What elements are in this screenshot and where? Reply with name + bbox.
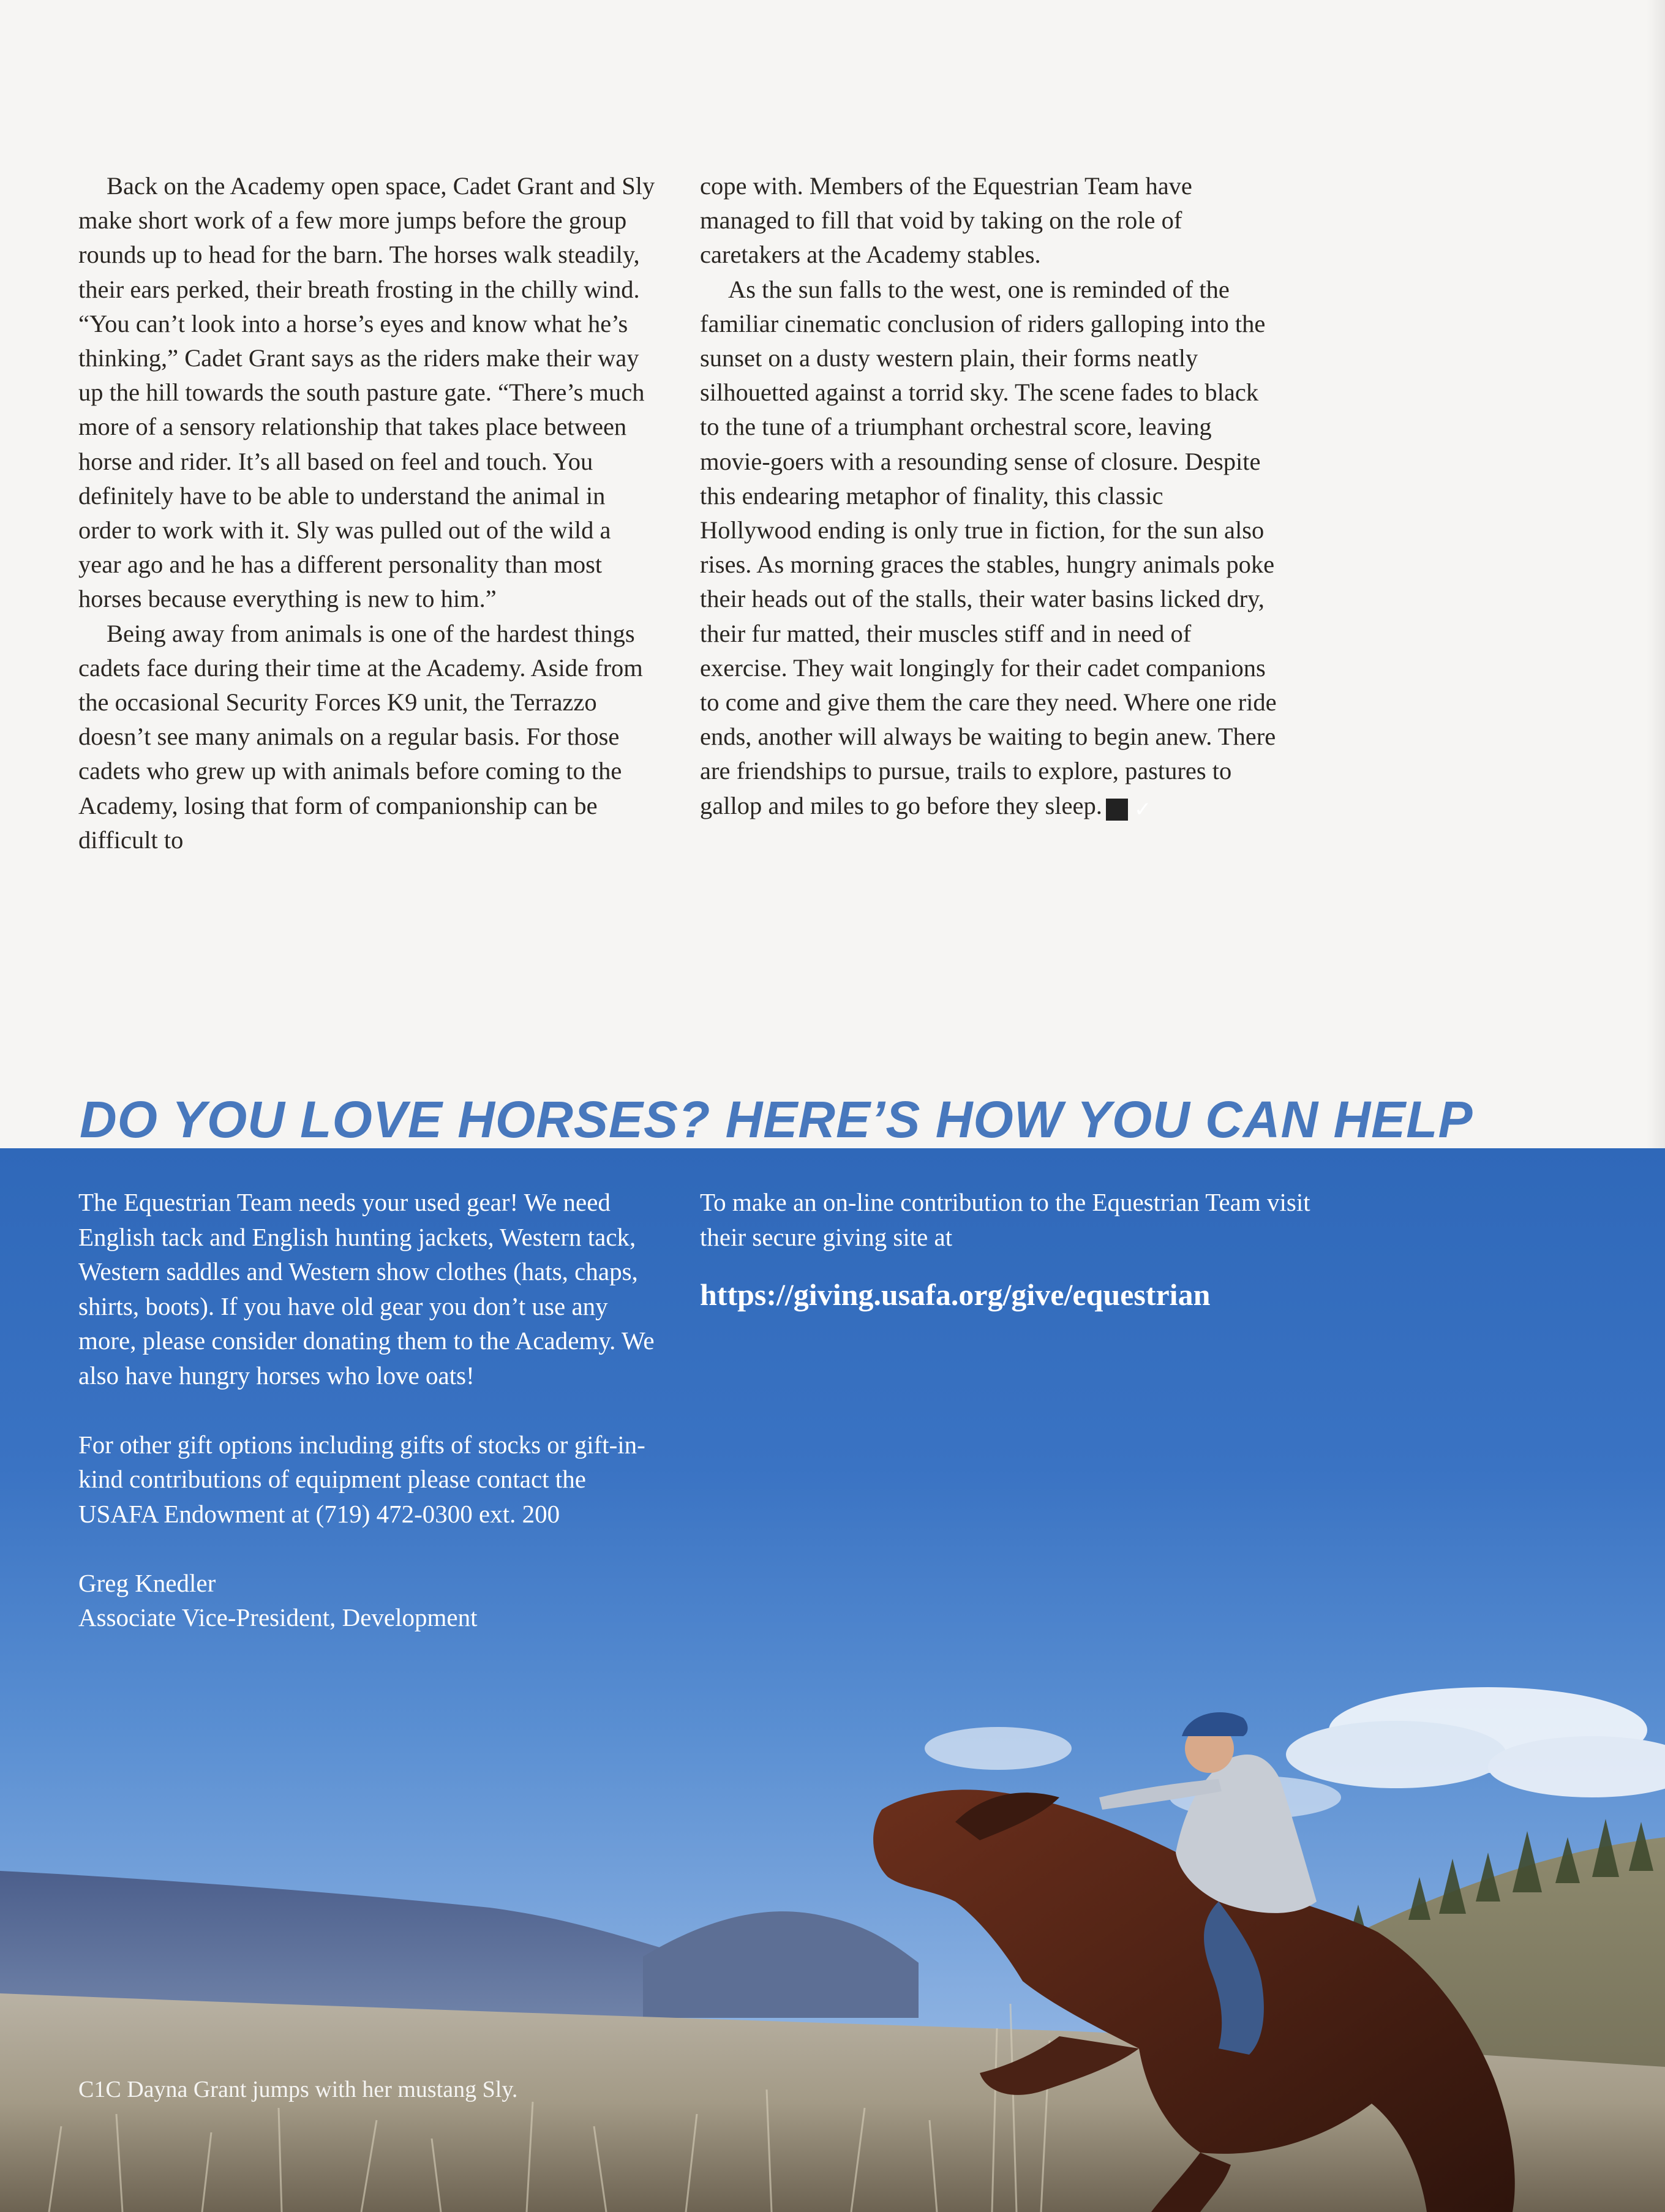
article-column-left bbox=[78, 169, 655, 857]
signature-title: Associate Vice-President, Development bbox=[78, 1603, 478, 1631]
donation-panel bbox=[0, 1148, 1665, 2212]
online-contribution-text: To make an on-line contribution to the Equestrian Team visit their secure giving site at bbox=[700, 1188, 1310, 1251]
article-paragraph: Being away from animals is one of the hardest things cadets face during their time at the Academy. Aside from the occasional Security Forces K9 unit, the Terrazzo doesn’t see many animals on a regular basis. For those cadets who grew up with animals before coming to the Academy, losing that form of companionship can be difficult to bbox=[78, 619, 643, 854]
gift-options-paragraph: For other gift options including gifts of stocks or gift-in-kind contributions of equipment please contact the USAFA Endowment at (719) 472-0300 ext. 200 bbox=[78, 1430, 645, 1528]
article-column-right bbox=[700, 169, 1277, 823]
end-of-article-icon: ✓ bbox=[1106, 799, 1128, 821]
article-paragraph: Back on the Academy open space, Cadet Grant and Sly make short work of a few more jumps before the group rounds up to head for the barn. The horses walk steadily, their ears perked, their breath frosting in the chilly wind. “You can’t look into a horse’s eyes and know what he’s thinking,” Cadet Grant says as the riders make their way up the hill towards the south pasture gate. “There’s much more of a sensory relationship that takes place between horse and rider. It’s all based on feel and touch. You definitely have to be able to understand the animal in order to work with it. Sly was pulled out of the wild a year ago and he has a different personality than most horses because everything is new to him.” bbox=[78, 172, 655, 613]
signature-name: Greg Knedler bbox=[78, 1568, 216, 1597]
article-paragraph-last bbox=[700, 273, 1277, 823]
page-edge-shadow bbox=[1647, 0, 1665, 1148]
donation-text-left bbox=[78, 1185, 666, 1635]
donation-heading: DO YOU LOVE HORSES? HERE’S HOW YOU CAN HELP bbox=[80, 1091, 1473, 1148]
photo-caption: C1C Dayna Grant jumps with her mustang Sly. bbox=[78, 2077, 518, 2102]
article-paragraph: cope with. Members of the Equestrian Team have managed to fill that void by taking on the role of caretakers at the Academy stables. bbox=[700, 172, 1192, 269]
giving-site-link[interactable]: https://giving.usafa.org/give/equestrian bbox=[700, 1277, 1211, 1312]
distant-mountains bbox=[0, 1871, 704, 2018]
article-paragraph-text: As the sun falls to the west, one is reminded of the familiar cinematic conclusion of riders galloping into the sunset on a dusty western plain, their forms neatly silhouetted against a torrid sky. The scene fades to black to the tune of a triumphant orchestral score, leaving movie-goers with a resounding sense of closure. Despite this endearing metaphor of finality, this classic Hollywood ending is only true in fiction, for the sun also rises. As morning graces the stables, hungry animals poke their heads out of the stalls, their water basins licked dry, their fur matted, their muscles stiff and in need of exercise. They wait longingly for their cadet companions to come and give them the care they need. Where one ride ends, another will always be waiting to begin anew. There are friendships to pursue, trails to explore, pastures to gallop and miles to go before they sleep. bbox=[700, 275, 1277, 819]
donation-text-right bbox=[700, 1185, 1435, 1289]
gear-request-paragraph: The Equestrian Team needs your used gear! We need English tack and English hunting jackets, Western tack, Western saddles and Western show clothes (hats, chaps, shirts, boots). If you have old gear you don’t use any more, please consider donating them to the Academy. We also have hungry horses who love oats! bbox=[78, 1188, 655, 1390]
